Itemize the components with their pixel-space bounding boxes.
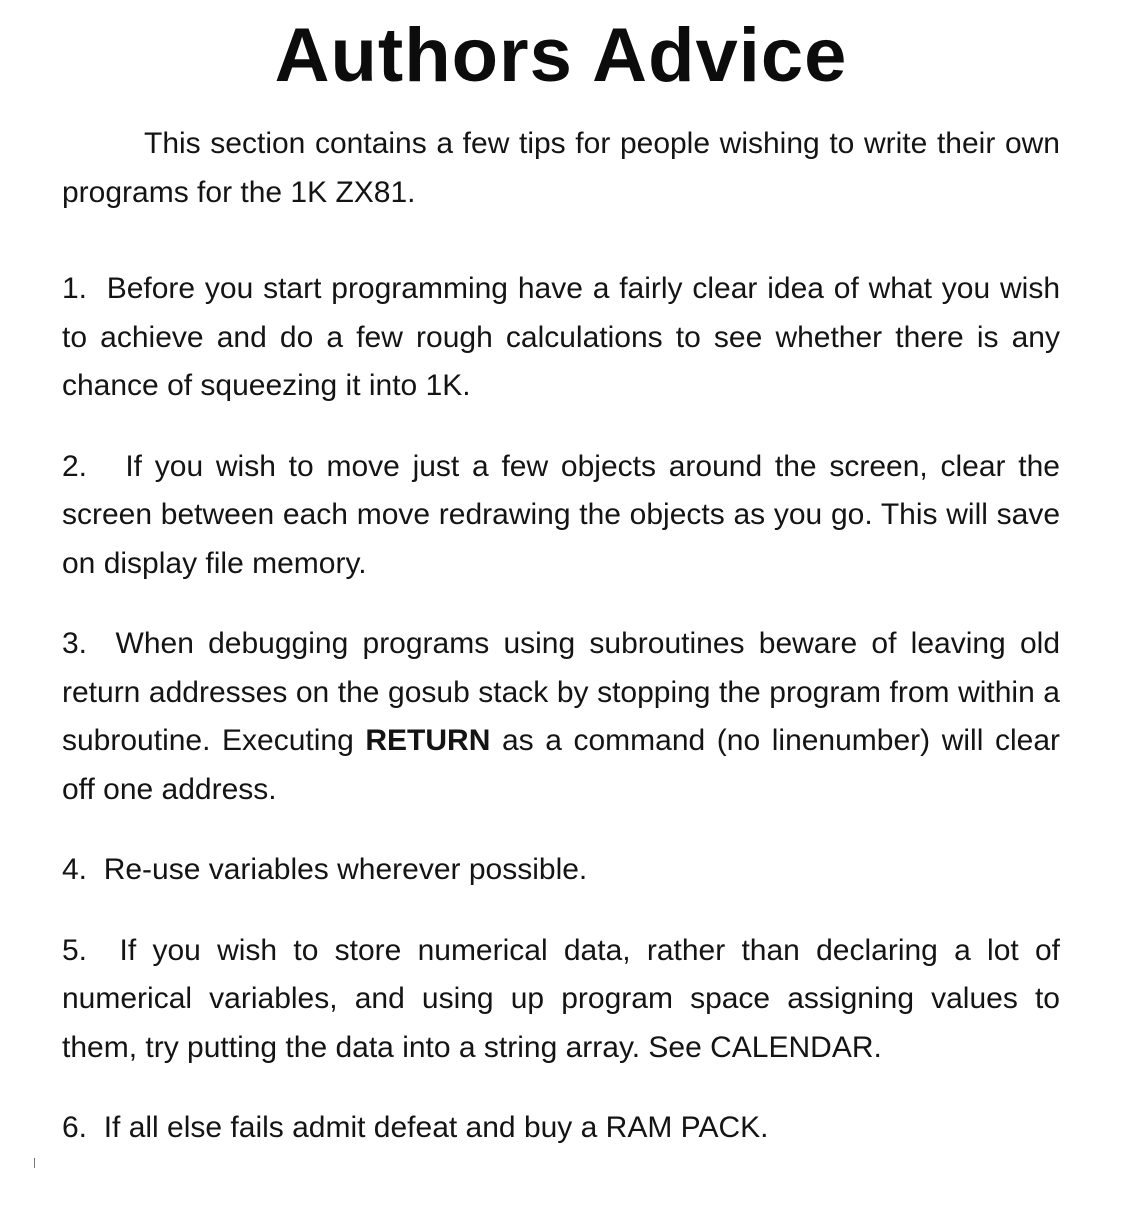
tip-text: If you wish to store numerical data, rather than declaring a lot of numerical variables, and using up program space assigning values to them, try putting the data into a string array. See CALENDAR. xyxy=(62,933,1061,1064)
tip-text: If you wish to move just a few objects around the screen, clear the screen between each move redrawing the objects as you go. This will save on display file memory. xyxy=(62,449,1060,580)
tip-text: If all else fails admit defeat and buy a RAM PACK. xyxy=(103,1111,769,1144)
tip-number: 1. xyxy=(62,272,88,305)
tip-number: 4. xyxy=(62,853,88,886)
tip-3 xyxy=(62,620,1060,814)
tip-number: 2. xyxy=(62,449,88,483)
stray-mark xyxy=(34,1158,35,1168)
tip-text: Re-use variables wherever possible. xyxy=(103,853,588,886)
page xyxy=(62,0,1060,1212)
tip-text-after: as a command (no linenumber) will clear off one address. xyxy=(62,724,1060,806)
tip-4 xyxy=(62,846,1060,895)
tip-number: 5. xyxy=(62,933,88,967)
tip-5 xyxy=(62,927,1060,1073)
tip-1 xyxy=(62,265,1060,411)
page-title: Authors Advice xyxy=(274,13,848,98)
tip-6 xyxy=(62,1104,1060,1153)
return-keyword: RETURN xyxy=(365,724,491,757)
tip-number: 6. xyxy=(62,1111,88,1144)
tip-number: 3. xyxy=(62,627,88,660)
intro-paragraph: This section contains a few tips for people wishing to write their own programs for the 1K ZX81. xyxy=(62,127,1060,209)
tip-text: Before you start programming have a fairly clear idea of what you wish to achieve and do a few rough calculations to see whether there is any chance of squeezing it into 1K. xyxy=(62,272,1061,402)
tip-2 xyxy=(62,443,1060,589)
tip-text-before: When debugging programs using subroutines beware of leaving old return addresses on the gosub stack by stopping the program from within a subroutine. Executing xyxy=(62,627,1060,757)
